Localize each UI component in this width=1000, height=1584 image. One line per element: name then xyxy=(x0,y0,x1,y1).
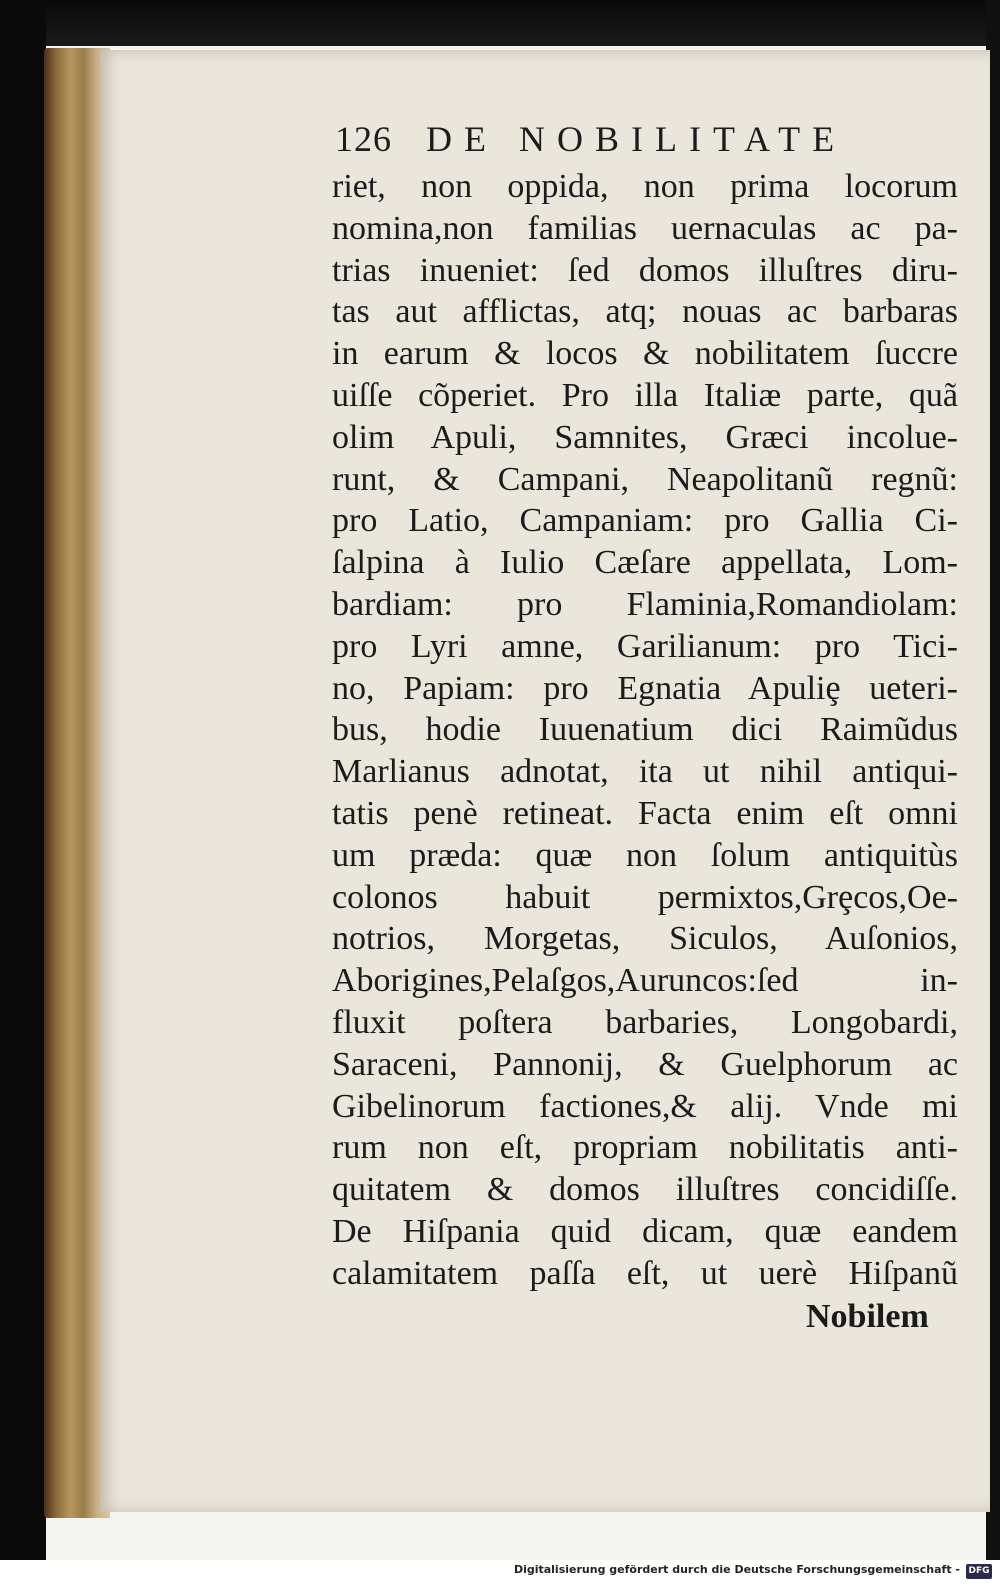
text-line: bardiam: pro Flaminia,Romandiolam: xyxy=(332,585,958,623)
text-line: tatis penè retineat. Facta enim eſt omni xyxy=(332,794,958,832)
text-line: pro Latio, Campaniam: pro Gallia Ci- xyxy=(332,502,958,540)
scan-left-border xyxy=(0,0,46,1560)
text-line: notrios, Morgetas, Siculos, Auſonios, xyxy=(332,920,958,958)
text-line: runt, & Campani, Neapolitanũ regnũ: xyxy=(332,460,958,498)
text-line: riet, non oppida, non prima locorum xyxy=(332,168,958,205)
text-line: Gibelinorum factiones,& alij. Vnde mi xyxy=(332,1087,958,1125)
digitization-credit: Digitalisierung gefördert durch die Deutsche Forschungsgemeinschaft - xyxy=(513,1563,960,1576)
text-line: tas aut afflictas, atq; nouas ac barbaras xyxy=(332,293,958,331)
text-line: nomina,non familias uernaculas ac pa- xyxy=(332,209,958,247)
text-line: um præda: quæ non ſolum antiquitùs xyxy=(332,836,958,874)
text-line: trias inueniet: ſed domos illuſtres diru- xyxy=(332,251,958,289)
text-line: ſalpina à Iulio Cæſare appellata, Lom- xyxy=(332,544,958,582)
text-line: pro Lyri amne, Garilianum: pro Tici- xyxy=(332,627,958,665)
text-line: colonos habuit permixtos,Grȩcos,Oe- xyxy=(332,878,958,916)
text-line: rum non eſt, propriam nobilitatis anti- xyxy=(332,1129,958,1167)
text-line: Saraceni, Pannonij, & Guelphorum ac xyxy=(332,1045,958,1083)
text-line: Marlianus adnotat, ita ut nihil antiqui- xyxy=(332,753,958,791)
text-line: in earum & locos & nobilitatem ſuccre xyxy=(332,335,958,373)
text-line: uiſſe cõperiet. Pro illa Italiæ parte, quã xyxy=(332,376,958,414)
text-line: no, Papiam: pro Egnatia Apuliȩ ueteri- xyxy=(332,669,958,707)
text-line: De Hiſpania quid dicam, quæ eandem xyxy=(332,1212,958,1250)
page-header xyxy=(335,118,895,168)
body-text xyxy=(332,166,958,1295)
catchword: Nobilem xyxy=(806,1298,929,1335)
running-head: DE NOBILITATE xyxy=(426,119,847,159)
text-line: Aborigines,Pelaſgos,Auruncos:ſed in- xyxy=(332,962,958,1000)
text-line: quitatem & domos illuſtres concidiſſe. xyxy=(332,1171,958,1209)
scan-top-border xyxy=(0,0,1000,46)
page-number: 126 xyxy=(335,119,392,159)
text-line: bus, hodie Iuuenatium dici Raimũdus xyxy=(332,711,958,749)
text-line: fluxit poſtera barbaries, Longobardi, xyxy=(332,1003,958,1041)
dfg-logo: DFG xyxy=(966,1564,992,1579)
text-line: olim Apuli, Samnites, Græci incolue- xyxy=(332,418,958,456)
text-line: calamitatem paſſa eſt, ut uerè Hiſpanũ xyxy=(332,1254,958,1292)
